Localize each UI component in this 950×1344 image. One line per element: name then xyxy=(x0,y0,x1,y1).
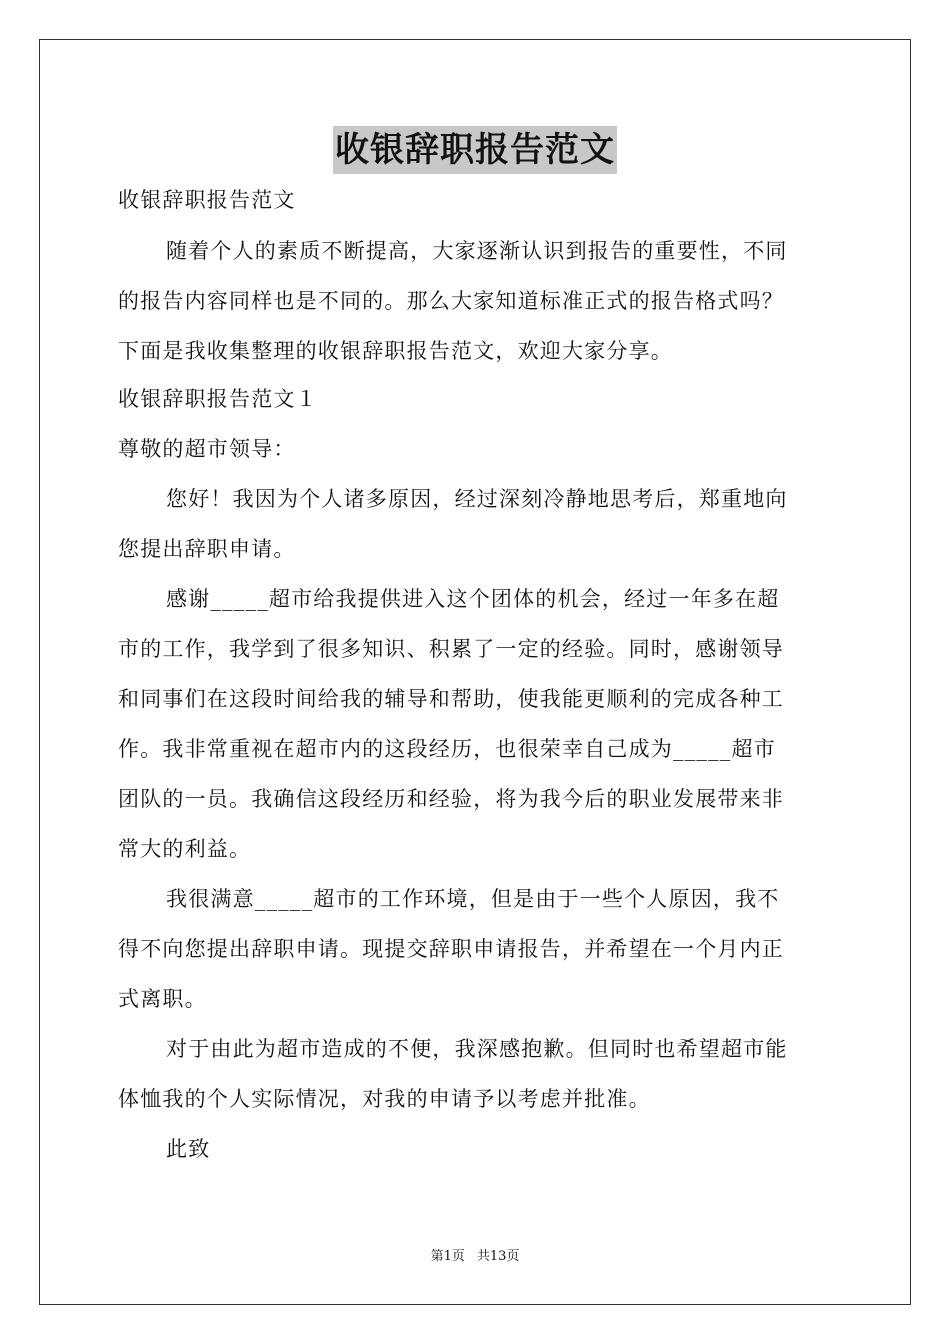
paragraph-line: 我很满意_____超市的工作环境，但是由于一些个人原因，我不 xyxy=(166,887,780,911)
paragraph-line: 市的工作，我学到了很多知识、积累了一定的经验。同时，感谢领导 xyxy=(118,637,784,661)
page-footer xyxy=(0,1248,950,1266)
page-number: 第1页 xyxy=(430,1249,465,1264)
subtitle-line: 收银辞职报告范文 xyxy=(118,188,296,212)
section-heading: 收银辞职报告范文１ xyxy=(118,387,318,411)
paragraph-line: 的报告内容同样也是不同的。那么大家知道标准正式的报告格式吗？ xyxy=(118,289,784,313)
paragraph-line: 常大的利益。 xyxy=(118,837,252,861)
paragraph-line: 对于由此为超市造成的不便，我深感抱歉。但同时也希望超市能 xyxy=(166,1037,788,1061)
paragraph-line: 下面是我收集整理的收银辞职报告范文，欢迎大家分享。 xyxy=(118,339,673,363)
paragraph-line: 体恤我的个人实际情况，对我的申请予以考虑并批准。 xyxy=(118,1087,651,1111)
paragraph-line: 式离职。 xyxy=(118,987,207,1011)
paragraph-line: 感谢_____超市给我提供进入这个团体的机会，经过一年多在超 xyxy=(166,587,780,611)
paragraph-line: 作。我非常重视在超市内的这段经历，也很荣幸自己成为_____超市 xyxy=(118,737,776,761)
paragraph-line: 得不向您提出辞职申请。现提交辞职申请报告，并希望在一个月内正 xyxy=(118,937,784,961)
paragraph-line: 您好！我因为个人诸多原因，经过深刻冷静地思考后，郑重地向 xyxy=(166,487,788,511)
document-title: 收银辞职报告范文 xyxy=(333,126,617,174)
paragraph-line: 和同事们在这段时间给我的辅导和帮助，使我能更顺利的完成各种工 xyxy=(118,687,784,711)
page-border xyxy=(39,39,911,1305)
paragraph-line: 随着个人的素质不断提高，大家逐渐认识到报告的重要性，不同 xyxy=(166,239,788,263)
salutation: 尊敬的超市领导： xyxy=(118,437,296,461)
closing-line: 此致 xyxy=(166,1137,211,1161)
page-total: 共13页 xyxy=(476,1249,520,1264)
paragraph-line: 团队的一员。我确信这段经历和经验，将为我今后的职业发展带来非 xyxy=(118,787,784,811)
title-container xyxy=(0,126,950,174)
paragraph-line: 您提出辞职申请。 xyxy=(118,537,296,561)
